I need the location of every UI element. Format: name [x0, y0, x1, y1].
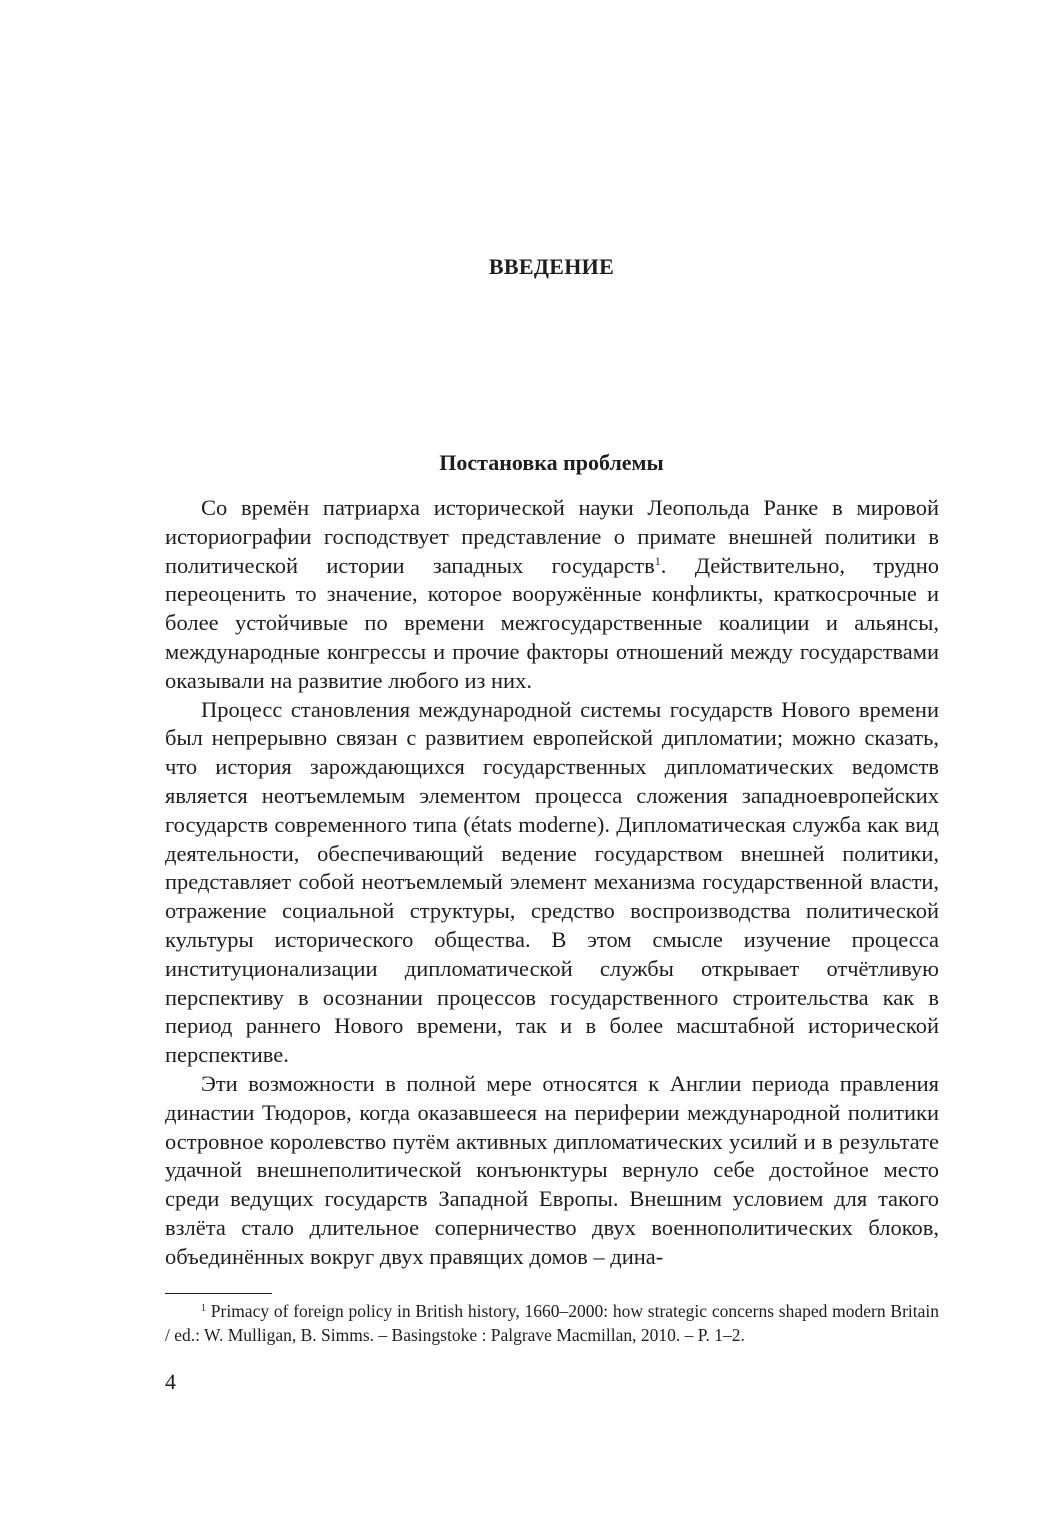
footnote-reference: 1 [654, 553, 661, 568]
footnote [165, 1300, 939, 1347]
section-title: Постановка проблемы [439, 450, 664, 475]
paragraph-1 [165, 494, 939, 696]
paragraph-2: Процесс становления международной системы государств Нового времени был непрерывно связан с развитием европейской дипломатии; можно сказать, что история зарождающихся государственных дипломатических ведомств является неотъемлемым элементом процесса сложения западноевропейских государств современного типа (états moderne). Дипломатическая служба как вид деятельности, обеспечивающий ведение государством внешней политики, представляет собой неотъемлемый элемент механизма государственной власти, отражение социальной структуры, средство воспроизводства политической культуры исторического общества. В этом смысле изучение процесса институционализации дипломатической службы открывает отчётливую перспективу в осознании процессов государственного строительства как в период раннего Нового времени, так и в более масштабной исторической перспективе. [165, 696, 939, 1068]
paragraph-1-text-b: . Действительно, трудно переоценить то значение, которое вооружённые конфликты, краткосрочные и более устойчивые по времени межгосударственные коалиции и альянсы, международные конгрессы и прочие факторы отношений между государствами оказывали на развитие любого из них. [165, 552, 939, 693]
paragraph-3: Эти возможности в полной мере относятся к Англии периода правления династии Тюдоров, когда оказавшееся на периферии международной политики островное королевство путём активных дипломатических усилий и в результате удачной внешнеполитической конъюнктуры вернуло себе достойное место среди ведущих государств Западной Европы. Внешним условием для такого взлёта стало длительное соперничество двух военнополитических блоков, объединённых вокруг двух правящих домов – дина- [165, 1070, 939, 1269]
footnote-marker: 1 [201, 1303, 206, 1314]
body-text [165, 494, 939, 1272]
page-number: 4 [165, 1369, 176, 1394]
footnote-text: Primacy of foreign policy in British history, 1660–2000: how strategic concerns shaped modern Britain / ed.: W. Mulligan, B. Simms. – Basingstoke : Palgrave Macmillan, 2010. – P. 1–2. [165, 1301, 939, 1345]
chapter-title: ВВЕДЕНИЕ [488, 254, 615, 279]
paragraph-1-text-a: Со времён патриарха исторической науки Леопольда Ранке в мировой историографии господствует представление о примате внешней политики в политической истории западных государств [165, 495, 939, 578]
footnote-separator [165, 1293, 272, 1294]
